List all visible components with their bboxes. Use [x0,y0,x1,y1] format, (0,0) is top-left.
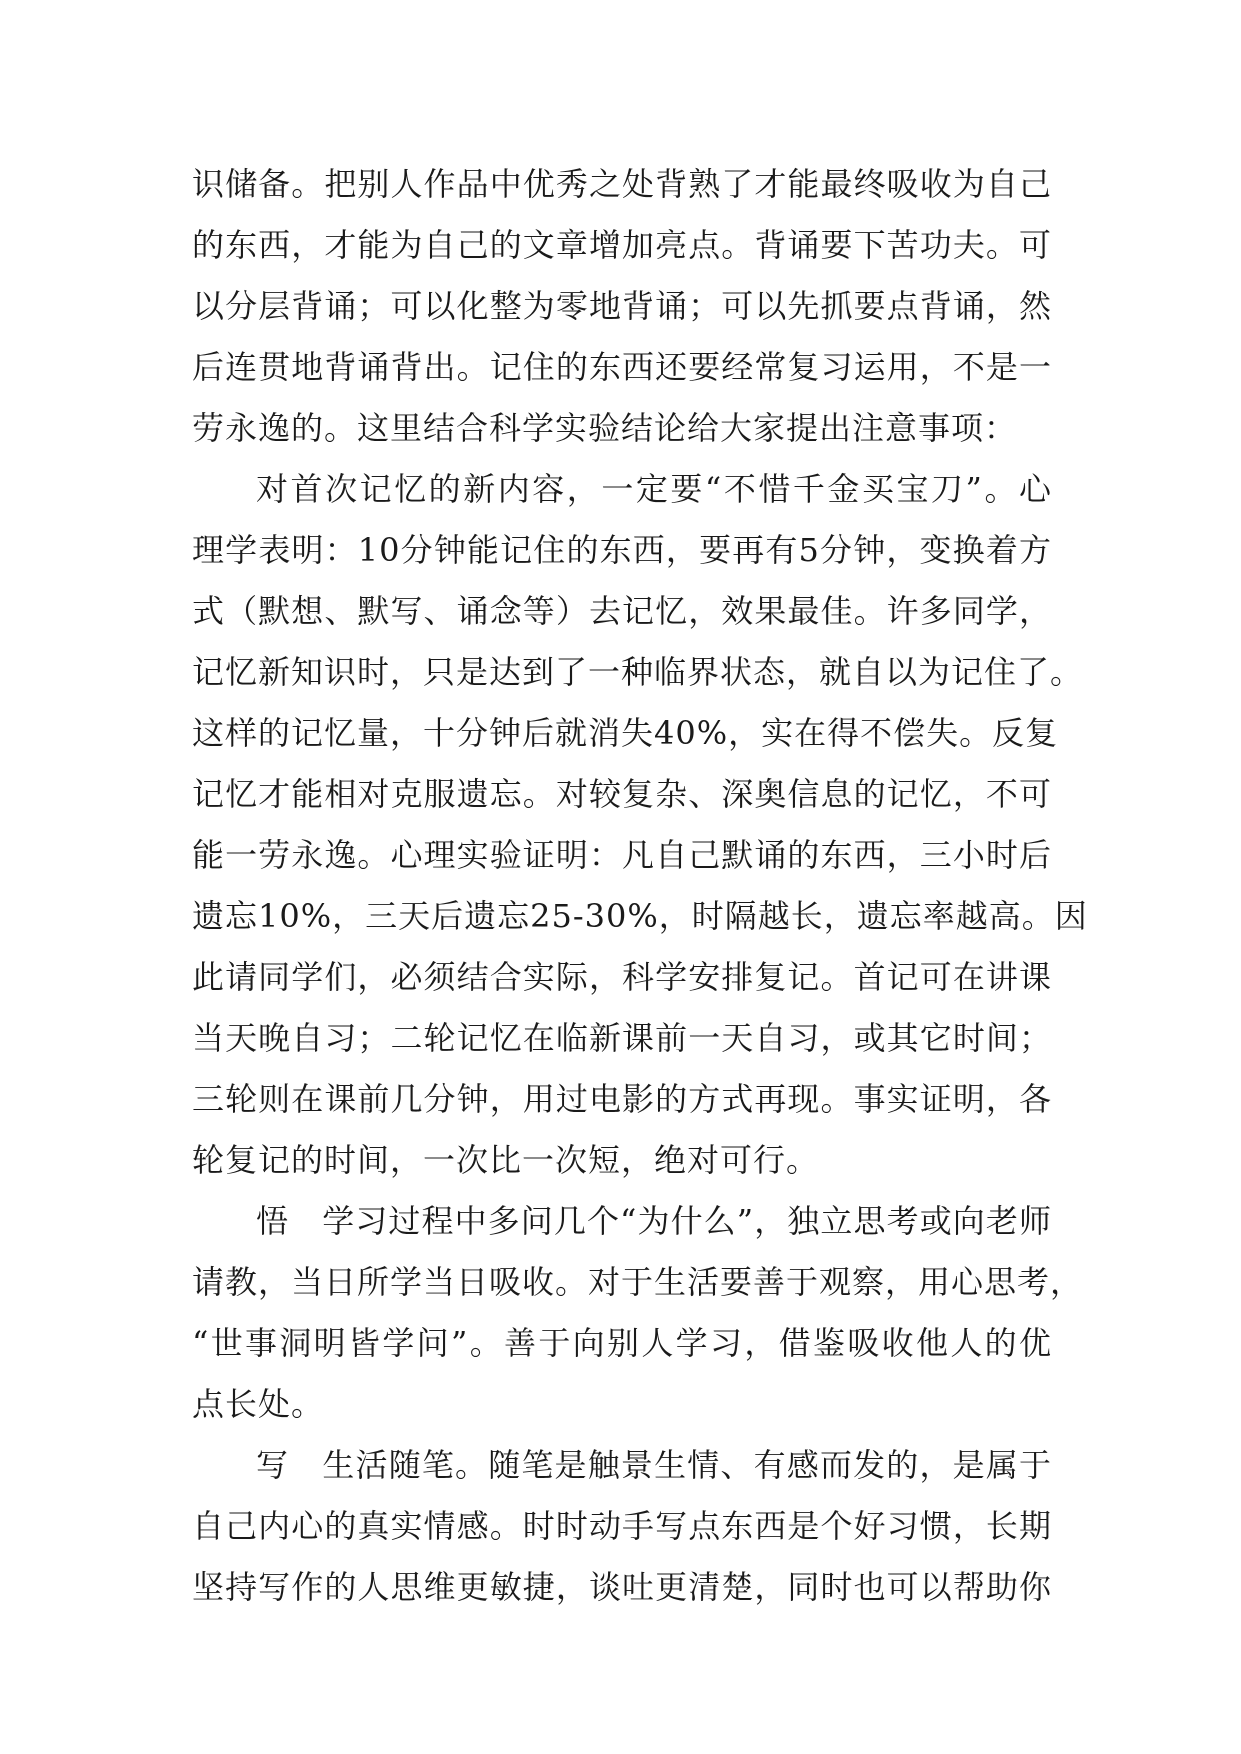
text-line: 记忆才能相对克服遗忘。对较复杂、深奥信息的记忆，不可 [192,775,1052,813]
text-line: 遗忘10%，三天后遗忘25-30%，时隔越长，遗忘率越高。因 [192,897,1088,935]
paragraph-first-line: 对首次记忆的新内容，一定要“不惜千金买宝刀”。心 [256,470,1052,508]
text-line: 的东西，才能为自己的文章增加亮点。背诵要下苦功夫。可 [192,226,1052,264]
text-line: 后连贯地背诵背出。记住的东西还要经常复习运用，不是一 [192,348,1052,386]
text-line: 三轮则在课前几分钟，用过电影的方式再现。事实证明，各 [192,1080,1052,1118]
paragraph-first-line: 悟 学习过程中多问几个“为什么”，独立思考或向老师 [256,1202,1052,1240]
text-line: 以分层背诵；可以化整为零地背诵；可以先抓要点背诵，然 [192,287,1052,325]
text-line: 轮复记的时间，一次比一次短，绝对可行。 [192,1141,820,1179]
text-line: 当天晚自习；二轮记忆在临新课前一天自习，或其它时间； [192,1019,1052,1057]
document-body [192,154,1088,1618]
text-line: 理学表明：10分钟能记住的东西，要再有5分钟，变换着方 [192,531,1052,569]
text-line: 请教，当日所学当日吸收。对于生活要善于观察，用心思考， [192,1263,1084,1301]
text-line: 坚持写作的人思维更敏捷，谈吐更清楚，同时也可以帮助你 [192,1568,1052,1606]
text-line: 劳永逸的。这里结合科学实验结论给大家提出注意事项： [192,409,1018,447]
text-line: “世事洞明皆学问”。善于向别人学习，借鉴吸收他人的优 [192,1324,1052,1362]
text-line: 这样的记忆量，十分钟后就消失40%，实在得不偿失。反复 [192,714,1059,752]
text-line: 式（默想、默写、诵念等）去记忆，效果最佳。许多同学， [192,592,1052,630]
paragraph-first-line: 写 生活随笔。随笔是触景生情、有感而发的，是属于 [256,1446,1052,1484]
text-line: 能一劳永逸。心理实验证明：凡自己默诵的东西，三小时后 [192,836,1052,874]
text-line: 点长处。 [192,1385,325,1423]
text-line: 此请同学们，必须结合实际，科学安排复记。首记可在讲课 [192,958,1052,996]
text-line: 识储备。把别人作品中优秀之处背熟了才能最终吸收为自己 [192,165,1052,203]
text-line: 记忆新知识时，只是达到了一种临界状态，就自以为记住了。 [192,653,1084,691]
text-line: 自己内心的真实情感。时时动手写点东西是个好习惯，长期 [192,1507,1052,1545]
